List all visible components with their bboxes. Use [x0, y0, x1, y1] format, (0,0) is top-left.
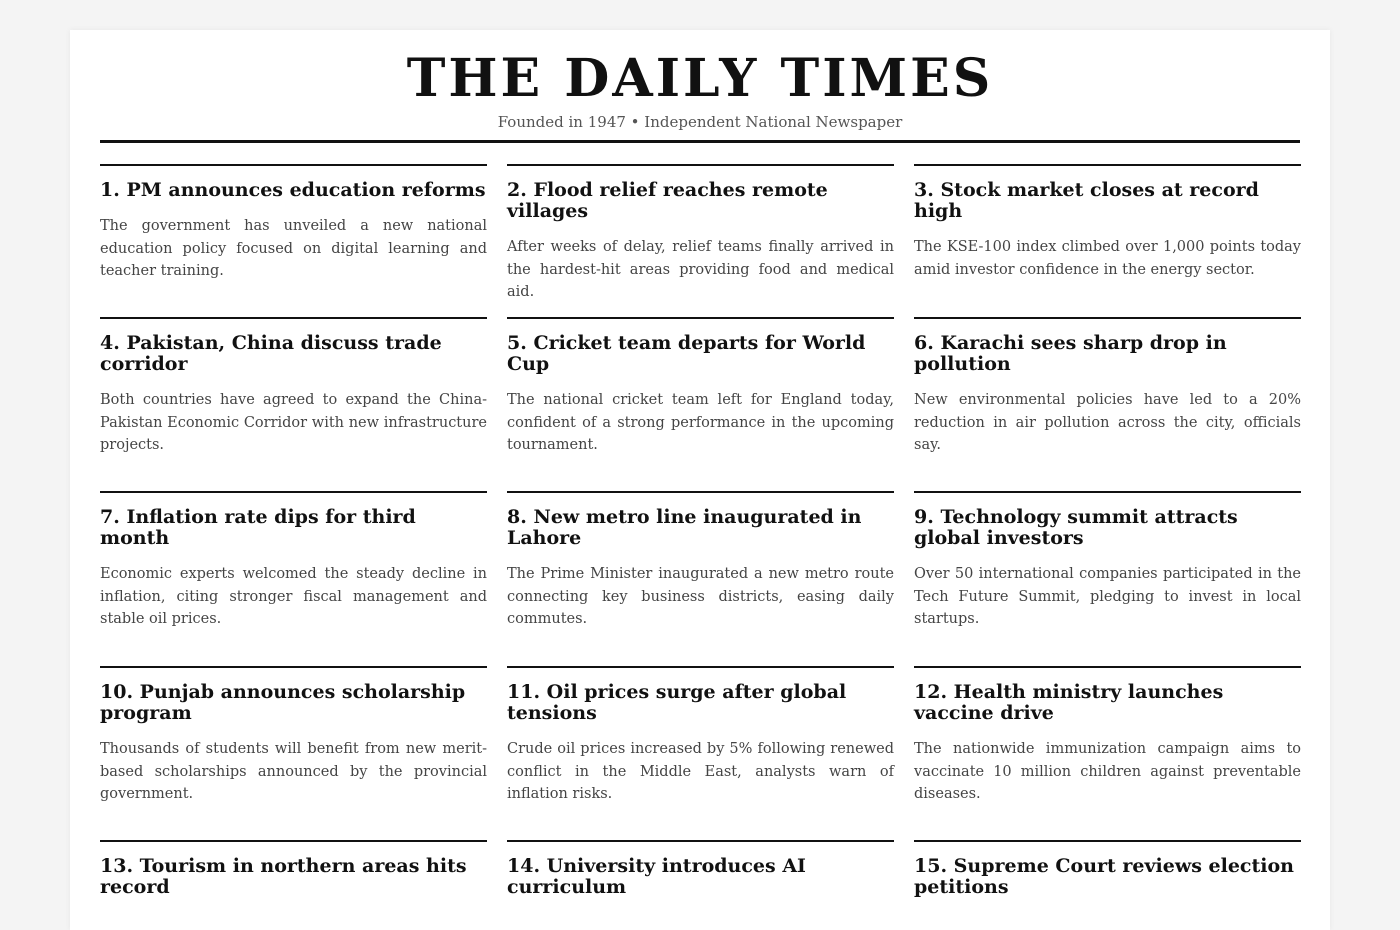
article-card — [507, 164, 894, 317]
article-headline[interactable]: 12. Health ministry launches vaccine drive — [914, 681, 1224, 724]
article-headline[interactable]: 6. Karachi sees sharp drop in pollution — [914, 332, 1227, 375]
article-summary: The nationwide immunization campaign aims to vaccinate 10 million children against preventable diseases. — [914, 741, 1301, 802]
article-card — [100, 317, 487, 491]
article-summary: The national cricket team left for England today, confident of a strong performance in the upcoming tournament. — [507, 392, 894, 453]
article-grid — [100, 164, 1300, 916]
article-headline[interactable]: 14. University introduces AI curriculum — [507, 855, 806, 898]
masthead-divider — [100, 140, 1300, 143]
article-card — [100, 491, 487, 666]
article-summary: Both countries have agreed to expand the China-Pakistan Economic Corridor with new infrastructure projects. — [100, 392, 487, 453]
article-headline[interactable]: 9. Technology summit attracts global investors — [914, 506, 1238, 549]
article-card — [914, 491, 1301, 666]
article-card — [914, 317, 1301, 491]
article-card — [100, 840, 487, 916]
article-headline[interactable]: 13. Tourism in northern areas hits record — [100, 855, 467, 898]
article-headline[interactable]: 15. Supreme Court reviews election petitions — [914, 855, 1294, 898]
article-headline[interactable]: 7. Inflation rate dips for third month — [100, 506, 416, 549]
article-summary: New environmental policies have led to a 20% reduction in air pollution across the city, officials say. — [914, 392, 1301, 453]
article-card — [507, 317, 894, 491]
article-card — [100, 666, 487, 840]
article-card — [914, 666, 1301, 840]
article-summary: Economic experts welcomed the steady decline in inflation, citing stronger fiscal management and stable oil prices. — [100, 566, 487, 627]
article-headline[interactable]: 3. Stock market closes at record high — [914, 179, 1259, 222]
article-summary: Over 50 international companies participated in the Tech Future Summit, pledging to invest in local startups. — [914, 566, 1301, 627]
article-card — [914, 840, 1301, 916]
article-summary: Thousands of students will benefit from new merit-based scholarships announced by the provincial government. — [100, 741, 487, 802]
article-headline[interactable]: 5. Cricket team departs for World Cup — [507, 332, 866, 375]
newspaper-subtitle: Founded in 1947 • Independent National Newspaper — [497, 113, 903, 131]
article-summary: After weeks of delay, relief teams finally arrived in the hardest-hit areas providing food and medical aid. — [507, 239, 894, 300]
article-summary: The KSE-100 index climbed over 1,000 points today amid investor confidence in the energy sector. — [914, 239, 1301, 278]
article-headline[interactable]: 8. New metro line inaugurated in Lahore — [507, 506, 862, 549]
newspaper-title: THE DAILY TIMES — [406, 48, 994, 109]
article-summary: The Prime Minister inaugurated a new metro route connecting key business districts, easing daily commutes. — [507, 566, 894, 627]
article-summary: Crude oil prices increased by 5% following renewed conflict in the Middle East, analysts warn of inflation risks. — [507, 741, 894, 802]
article-card — [914, 164, 1301, 317]
newspaper-page — [70, 30, 1330, 930]
article-headline[interactable]: 4. Pakistan, China discuss trade corridor — [100, 332, 442, 375]
article-card — [100, 164, 487, 317]
article-card — [507, 491, 894, 666]
article-summary: The government has unveiled a new national education policy focused on digital learning and teacher training. — [100, 218, 487, 279]
article-card — [507, 666, 894, 840]
article-card — [507, 840, 894, 916]
masthead — [100, 48, 1300, 132]
article-headline[interactable]: 11. Oil prices surge after global tensions — [507, 681, 847, 724]
article-headline[interactable]: 10. Punjab announces scholarship program — [100, 681, 466, 724]
article-headline[interactable]: 1. PM announces education reforms — [100, 179, 486, 201]
article-headline[interactable]: 2. Flood relief reaches remote villages — [507, 179, 828, 222]
